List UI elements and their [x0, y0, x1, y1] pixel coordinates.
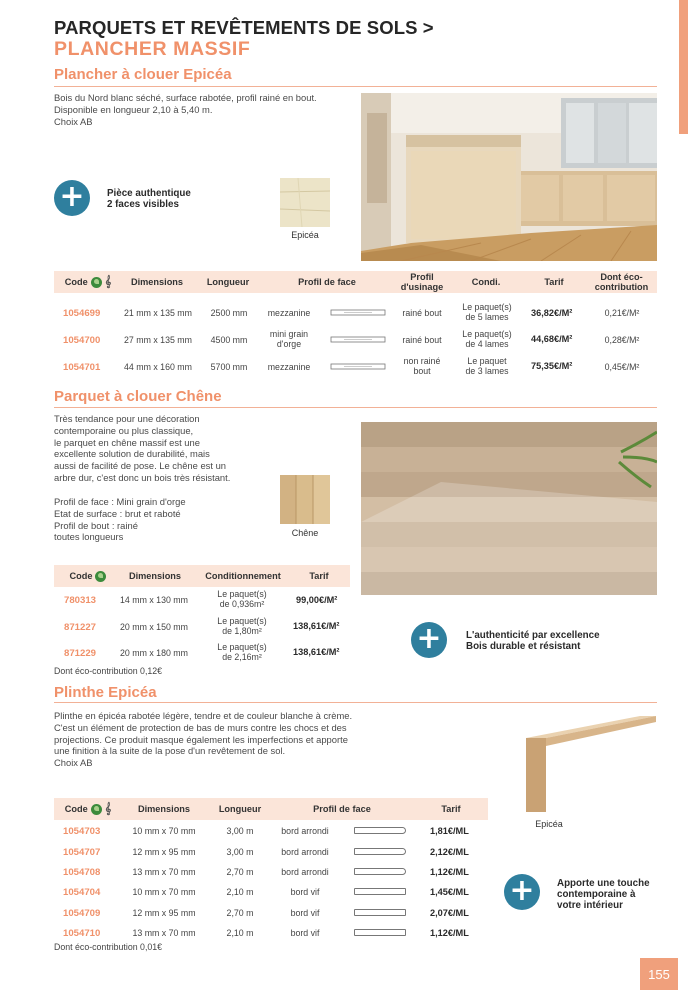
cell-price: 1,81€/ML — [430, 826, 469, 836]
square-edge-profile-icon — [354, 929, 406, 936]
eco-contribution-note: Dont éco-contribution 0,01€ — [54, 942, 163, 952]
cell-price: 2,07€/ML — [430, 908, 469, 918]
rounded-edge-profile-icon — [354, 868, 406, 875]
cell-dimensions: 10 mm x 70 mm — [132, 887, 196, 897]
cell-machining: non rainé bout — [403, 356, 441, 376]
callout-authentic: Pièce authentique 2 faces visibles — [107, 188, 191, 210]
baseboard-illustration — [520, 716, 660, 812]
cell-length: 4500 mm — [210, 335, 248, 345]
column-header-code: Code 𝄞 — [64, 802, 112, 815]
side-accent-bar — [679, 0, 688, 134]
section-description: Plinthe en épicéa rabotée légère, tendre et de couleur blanche à crème. C'est un élément de protection de bas de murs contre les chocs et des projections. Ce produit masque également les imperfections et apporte une finition à la suite de la pose d'un revêtement de sol. Choix AB — [54, 710, 353, 769]
product-code: 1054704 — [63, 887, 101, 898]
column-header-code: Code 𝄞 — [64, 275, 112, 288]
rounded-edge-profile-icon — [354, 827, 406, 834]
column-header: Tarif — [544, 277, 564, 287]
cell-price: 44,68€/M² — [531, 334, 573, 344]
cell-profile: bord vif — [290, 887, 320, 897]
callout-contemporary: Apporte une touche contemporaine à votre intérieur — [557, 878, 650, 911]
spruce-swatch — [280, 178, 330, 227]
cell-price: 2,12€/ML — [430, 847, 469, 857]
cell-profile: bord vif — [290, 928, 320, 938]
cell-length: 3,00 m — [226, 847, 254, 857]
square-edge-profile-icon — [354, 909, 406, 916]
cell-profile: bord vif — [290, 908, 320, 918]
profile-mezzanine-icon — [330, 363, 386, 370]
cell-length: 2,10 m — [226, 928, 254, 938]
cell-profile: mezzanine — [267, 362, 311, 372]
cell-dimensions: 12 mm x 95 mm — [132, 847, 196, 857]
column-header-code: Code — [62, 565, 114, 587]
cell-profile: bord arrondi — [281, 847, 329, 857]
cell-price: 138,61€/M² — [293, 647, 340, 657]
cell-profile: mezzanine — [267, 308, 311, 318]
section-title-plancher-epicea: Plancher à clouer Epicéa — [54, 66, 232, 83]
plus-icon: + — [54, 180, 90, 216]
cell-length: 2,70 m — [226, 908, 254, 918]
cell-eco: 0,21€/M² — [604, 308, 640, 318]
cell-length: 3,00 m — [226, 826, 254, 836]
cell-dimensions: 27 mm x 135 mm — [124, 335, 192, 345]
cell-dimensions: 13 mm x 70 mm — [132, 928, 196, 938]
plus-icon: + — [411, 622, 447, 658]
music-note-icon: 𝄞 — [104, 275, 112, 288]
cell-length: 2,10 m — [226, 887, 254, 897]
column-header: Conditionnement — [205, 571, 281, 581]
cell-eco: 0,45€/M² — [604, 362, 640, 372]
cell-dimensions: 12 mm x 95 mm — [132, 908, 196, 918]
product-code: 780313 — [64, 595, 97, 606]
cell-packaging: Le paquet(s) de 1,80m² — [217, 616, 267, 636]
cell-dimensions: 14 mm x 130 mm — [120, 595, 188, 605]
oak-floor-photo — [361, 422, 657, 595]
section-divider — [54, 407, 657, 408]
product-code: 1054699 — [63, 308, 101, 319]
column-header: Dimensions — [130, 277, 184, 287]
swatch-label: Epicéa — [535, 819, 563, 829]
cell-packaging: Le paquet(s) de 2,16m² — [217, 642, 267, 662]
cell-packaging: Le paquet(s) de 5 lames — [462, 302, 512, 322]
cell-price: 1,12€/ML — [430, 928, 469, 938]
table-header — [54, 565, 350, 587]
profile-mezzanine-icon — [330, 309, 386, 316]
column-header: Condi. — [471, 277, 501, 287]
eco-logo-icon — [95, 571, 106, 582]
eco-logo-icon — [91, 277, 102, 288]
cell-price: 138,61€/M² — [293, 621, 340, 631]
column-header: Dimensions — [128, 571, 182, 581]
cell-profile: bord arrondi — [281, 826, 329, 836]
cell-dimensions: 20 mm x 180 mm — [120, 648, 188, 658]
cell-dimensions: 21 mm x 135 mm — [124, 308, 192, 318]
cell-machining: rainé bout — [402, 308, 442, 318]
cell-profile: mini grain d'orge — [269, 329, 309, 349]
cell-dimensions: 13 mm x 70 mm — [132, 867, 196, 877]
cell-eco: 0,28€/M² — [604, 335, 640, 345]
column-header: Longueur — [218, 804, 262, 814]
section-title-plinthe: Plinthe Epicéa — [54, 684, 157, 701]
product-code: 1054700 — [63, 335, 101, 346]
product-code: 1054708 — [63, 867, 101, 878]
page-title: PARQUETS ET REVÊTEMENTS DE SOLS > — [54, 17, 434, 38]
cell-machining: rainé bout — [402, 335, 442, 345]
swatch-label: Epicéa — [291, 230, 319, 240]
section-divider — [54, 86, 657, 87]
section-divider — [54, 702, 657, 703]
column-header: Tarif — [441, 804, 461, 814]
rounded-edge-profile-icon — [354, 848, 406, 855]
cell-length: 2500 mm — [210, 308, 248, 318]
swatch-label: Chêne — [291, 528, 319, 538]
cell-dimensions: 44 mm x 160 mm — [124, 362, 192, 372]
cell-dimensions: 10 mm x 70 mm — [132, 826, 196, 836]
product-code: 871227 — [64, 622, 97, 633]
product-code: 1054710 — [63, 928, 101, 939]
cell-profile: bord arrondi — [281, 867, 329, 877]
product-code: 1054709 — [63, 908, 101, 919]
plus-icon: + — [504, 874, 540, 910]
product-code: 871229 — [64, 648, 97, 659]
table-header — [54, 798, 488, 820]
column-header: Dont éco- contribution — [594, 272, 649, 292]
section-specs: Profil de face : Mini grain d'orge Etat de surface : brut et raboté Profil de bout : rainé toutes longueurs — [54, 496, 186, 543]
product-code: 1054703 — [63, 826, 101, 837]
product-code: 1054707 — [63, 847, 101, 858]
page-subtitle: PLANCHER MASSIF — [54, 38, 251, 60]
section-description: Bois du Nord blanc séché, surface rabotée, profil rainé en bout. Disponible en longueur 2,10 à 5,40 m. Choix AB — [54, 92, 317, 127]
callout-authenticity: L'authenticité par excellence Bois durable et résistant — [466, 630, 600, 652]
profile-grain-icon — [330, 336, 386, 343]
eco-contribution-note: Dont éco-contribution 0,12€ — [54, 666, 163, 676]
cell-length: 2,70 m — [226, 867, 254, 877]
music-note-icon: 𝄞 — [104, 802, 112, 815]
cell-price: 1,45€/ML — [430, 887, 469, 897]
cell-length: 5700 mm — [210, 362, 248, 372]
column-header: Dimensions — [137, 804, 191, 814]
column-header: Longueur — [206, 277, 250, 287]
cell-packaging: Le paquet de 3 lames — [465, 356, 509, 376]
product-code: 1054701 — [63, 362, 101, 373]
cell-packaging: Le paquet(s) de 0,936m² — [217, 589, 267, 609]
table-header — [54, 271, 657, 293]
section-description: Très tendance pour une décoration contemporaine ou plus classique, le parquet en chêne massif est une excellente solution de durabilité, mais aussi de facilité de pose. Le chêne est un arbre dur, c'est donc un bois très résistant. — [54, 413, 231, 483]
page-number: 155 — [640, 958, 678, 990]
oak-swatch — [280, 475, 330, 524]
eco-logo-icon — [91, 804, 102, 815]
cell-price: 36,82€/M² — [531, 308, 573, 318]
column-header: Profil d'usinage — [400, 272, 444, 292]
cell-price: 1,12€/ML — [430, 867, 469, 877]
cell-price: 99,00€/M² — [296, 595, 338, 605]
kitchen-photo — [361, 93, 657, 261]
cell-price: 75,35€/M² — [531, 361, 573, 371]
cell-packaging: Le paquet(s) de 4 lames — [462, 329, 512, 349]
section-title-parquet-chene: Parquet à clouer Chêne — [54, 388, 222, 405]
square-edge-profile-icon — [354, 888, 406, 895]
cell-dimensions: 20 mm x 150 mm — [120, 622, 188, 632]
column-header: Profil de face — [298, 277, 356, 287]
column-header: Tarif — [309, 571, 329, 581]
column-header: Profil de face — [313, 804, 371, 814]
